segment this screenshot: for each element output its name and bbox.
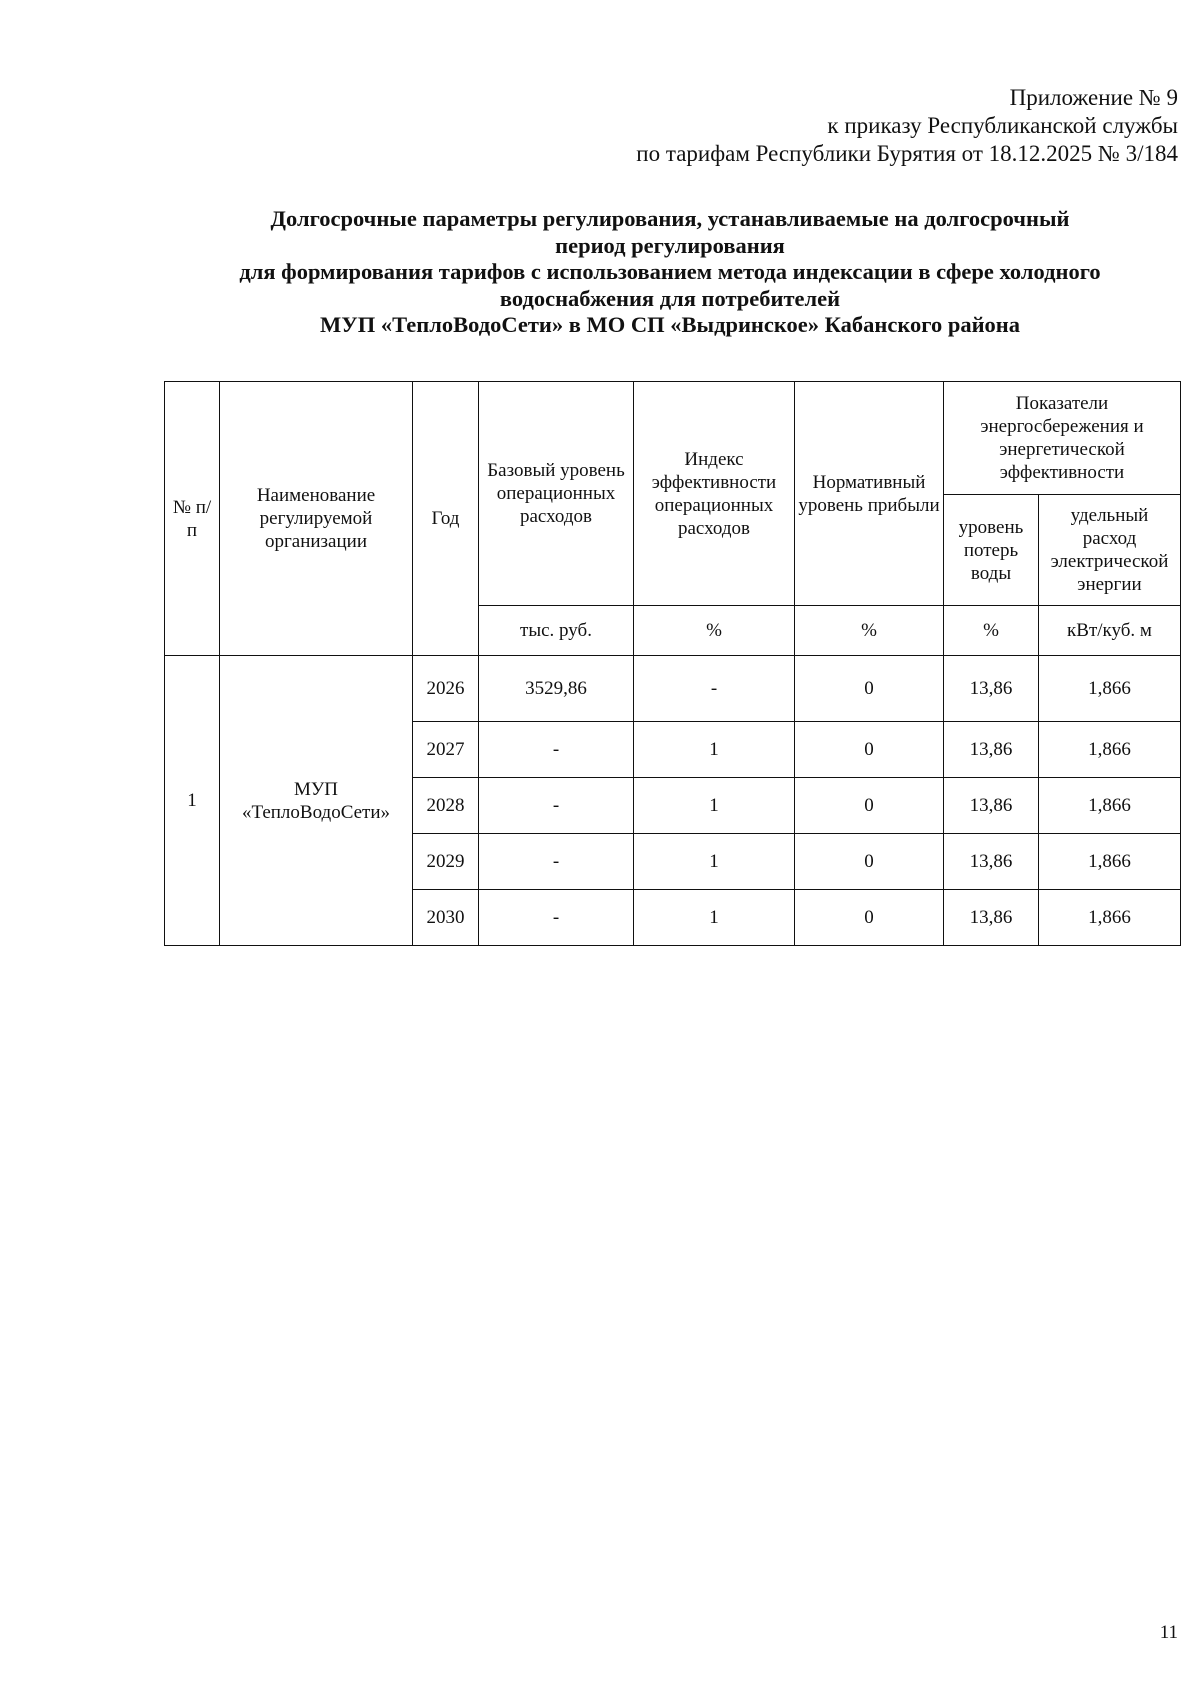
cell-losses: 13,86 [944,656,1039,722]
appendix-order-date: по тарифам Республики Бурятия от 18.12.2025 № 3/184 [636,141,1178,166]
header-losses: уровень потерь воды [944,495,1039,606]
page-number: 11 [1159,1622,1178,1643]
title-line-2: период регулирования [555,232,785,258]
cell-base: - [479,722,634,778]
header-electricity: удельный расход электрической энергии [1039,495,1181,606]
cell-base: - [479,834,634,890]
title-line-1: Долгосрочные параметры регулирования, устанавливаемые на долгосрочный [270,206,1070,231]
cell-year: 2027 [413,722,479,778]
title-line-3: для формирования тарифов с использованием метода индексации в сфере холодного [239,259,1101,284]
header-row-1 [165,382,1181,495]
header-org: Наименование регулируемой организации [220,382,413,656]
appendix-header [636,84,1178,168]
parameters-table [164,381,1181,946]
cell-base: - [479,778,634,834]
cell-index: 1 [634,778,795,834]
cell-electricity: 1,866 [1039,778,1181,834]
cell-losses: 13,86 [944,890,1039,946]
row-org: МУП «ТеплоВодоСети» [220,656,413,946]
header-base: Базовый уровень операционных расходов [479,382,634,606]
appendix-order: к приказу Республиканской службы [827,113,1178,138]
header-energy-group: Показатели энергосбережения и энергетической эффективности [944,382,1181,495]
cell-year: 2026 [413,656,479,722]
cell-base: - [479,890,634,946]
unit-index: % [634,606,795,656]
cell-index: 1 [634,722,795,778]
header-profit: Нормативный уровень прибыли [795,382,944,606]
cell-profit: 0 [795,656,944,722]
document-title [150,206,1190,339]
cell-electricity: 1,866 [1039,722,1181,778]
cell-year: 2030 [413,890,479,946]
cell-base: 3529,86 [479,656,634,722]
title-line-5: МУП «ТеплоВодоСети» в МО СП «Выдринское» Кабанского района [319,312,1021,337]
unit-electricity: кВт/куб. м [1039,606,1181,656]
appendix-number: Приложение № 9 [1009,85,1178,110]
cell-profit: 0 [795,722,944,778]
cell-losses: 13,86 [944,778,1039,834]
unit-profit: % [795,606,944,656]
cell-index: 1 [634,834,795,890]
cell-year: 2028 [413,778,479,834]
table-row [165,656,1181,722]
cell-index: 1 [634,890,795,946]
row-num: 1 [165,656,220,946]
cell-electricity: 1,866 [1039,890,1181,946]
cell-year: 2029 [413,834,479,890]
unit-base: тыс. руб. [479,606,634,656]
cell-losses: 13,86 [944,722,1039,778]
cell-profit: 0 [795,778,944,834]
header-index: Индекс эффективности операционных расходов [634,382,795,606]
cell-index: - [634,656,795,722]
cell-profit: 0 [795,890,944,946]
title-line-4: водоснабжения для потребителей [499,285,841,311]
header-num: № п/п [165,382,220,656]
cell-electricity: 1,866 [1039,656,1181,722]
cell-profit: 0 [795,834,944,890]
header-year: Год [413,382,479,656]
cell-losses: 13,86 [944,834,1039,890]
unit-losses: % [944,606,1039,656]
cell-electricity: 1,866 [1039,834,1181,890]
